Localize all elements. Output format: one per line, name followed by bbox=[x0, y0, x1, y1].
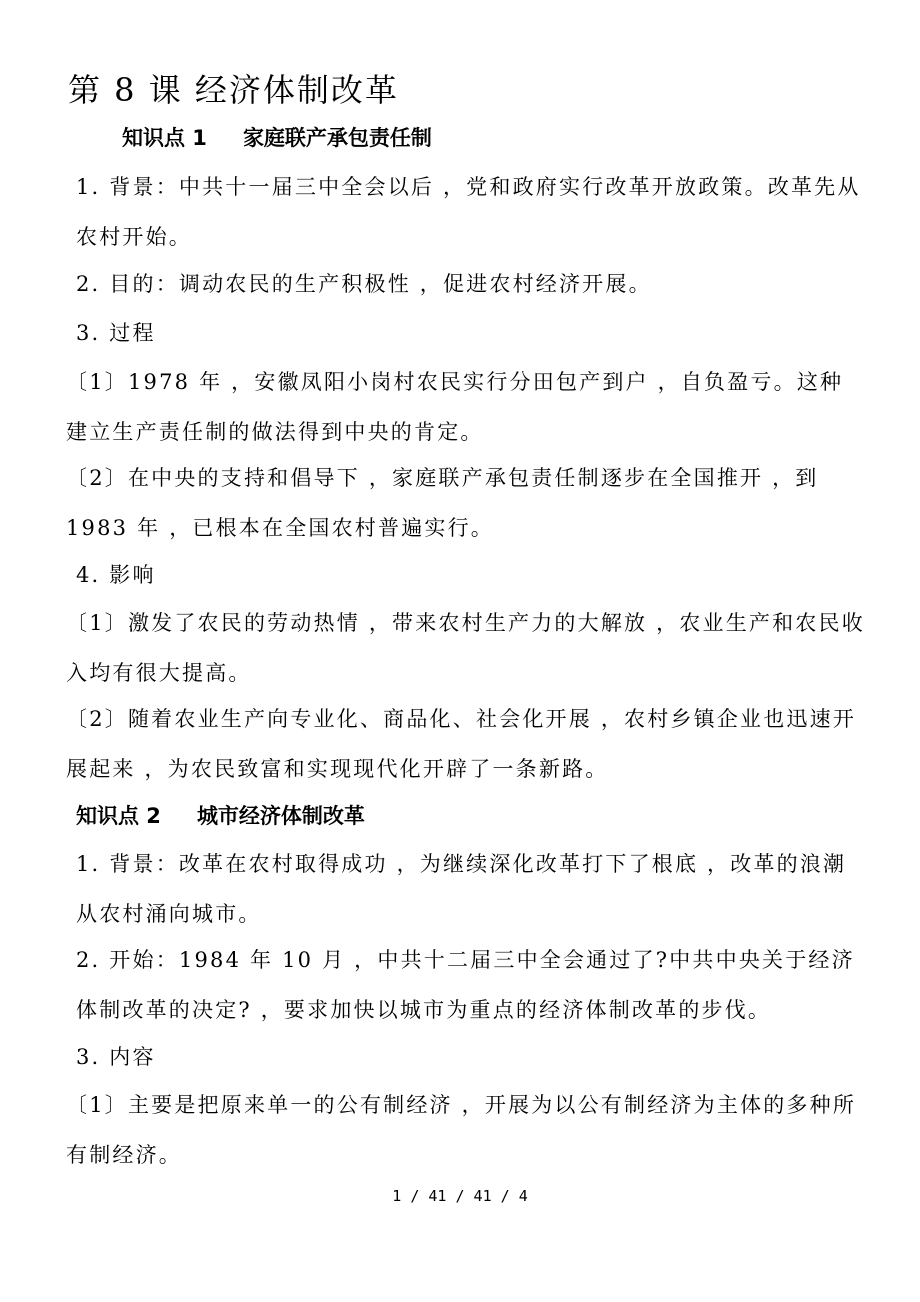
kp1-label: 知识点 1 bbox=[122, 126, 207, 150]
kp1-title: 家庭联产承包责任制 bbox=[242, 126, 432, 150]
kp1-process-2: 〔2〕在中央的支持和倡导下 ，家庭联产承包责任制逐步在全国推开 ，到 1983 年 ，已根本在全国农村普遍实行。 bbox=[66, 466, 819, 540]
kp2-start: 2. 开始：1984 年 10 月 ，中共十二届三中全会通过了?中共中央关于经济体制改革的决定? ，要求加快以城市为重点的经济体制改革的步伐。 bbox=[76, 948, 855, 1022]
kp1-purpose: 2. 目的：调动农民的生产积极性 ，促进农村经济开展。 bbox=[76, 272, 652, 296]
kp1-impact-2: 〔2〕随着农业生产向专业化、商品化、社会化开展 ，农村乡镇企业也迅速开展起来 ，为农民致富和实现现代化开辟了一条新路。 bbox=[66, 707, 857, 781]
page-number-footer: 1 / 41 / 41 / 4 bbox=[392, 1187, 528, 1205]
kp1-process-1: 〔1〕1978 年 ，安徽凤阳小岗村农民实行分田包产到户 ，自负盈亏。这种建立生产责任制的做法得到中央的肯定。 bbox=[66, 370, 844, 444]
lesson-title: 第 8 课 经济体制改革 bbox=[68, 71, 399, 109]
kp2-background: 1. 背景：改革在农村取得成功 ，为继续深化改革打下了根底 ，改革的浪潮从农村涌向城市。 bbox=[76, 852, 847, 926]
knowledge-point-2-heading bbox=[76, 800, 365, 832]
knowledge-point-1-heading bbox=[122, 122, 432, 154]
kp1-impact-1: 〔1〕激发了农民的劳动热情 ，带来农村生产力的大解放 ，农业生产和农民收入均有很大提高。 bbox=[66, 611, 865, 685]
kp2-label: 知识点 2 bbox=[76, 804, 161, 828]
kp2-content-1: 〔1〕主要是把原来单一的公有制经济 ，开展为以公有制经济为主体的多种所有制经济。 bbox=[66, 1093, 857, 1167]
kp1-impact-heading: 4. 影响 bbox=[76, 563, 156, 587]
kp2-title: 城市经济体制改革 bbox=[196, 804, 365, 828]
kp1-process-heading: 3. 过程 bbox=[76, 321, 156, 345]
kp2-content-heading: 3. 内容 bbox=[76, 1045, 156, 1069]
kp1-background: 1. 背景：中共十一届三中全会以后 ，党和政府实行改革开放政策。改革先从农村开始。 bbox=[76, 175, 861, 249]
